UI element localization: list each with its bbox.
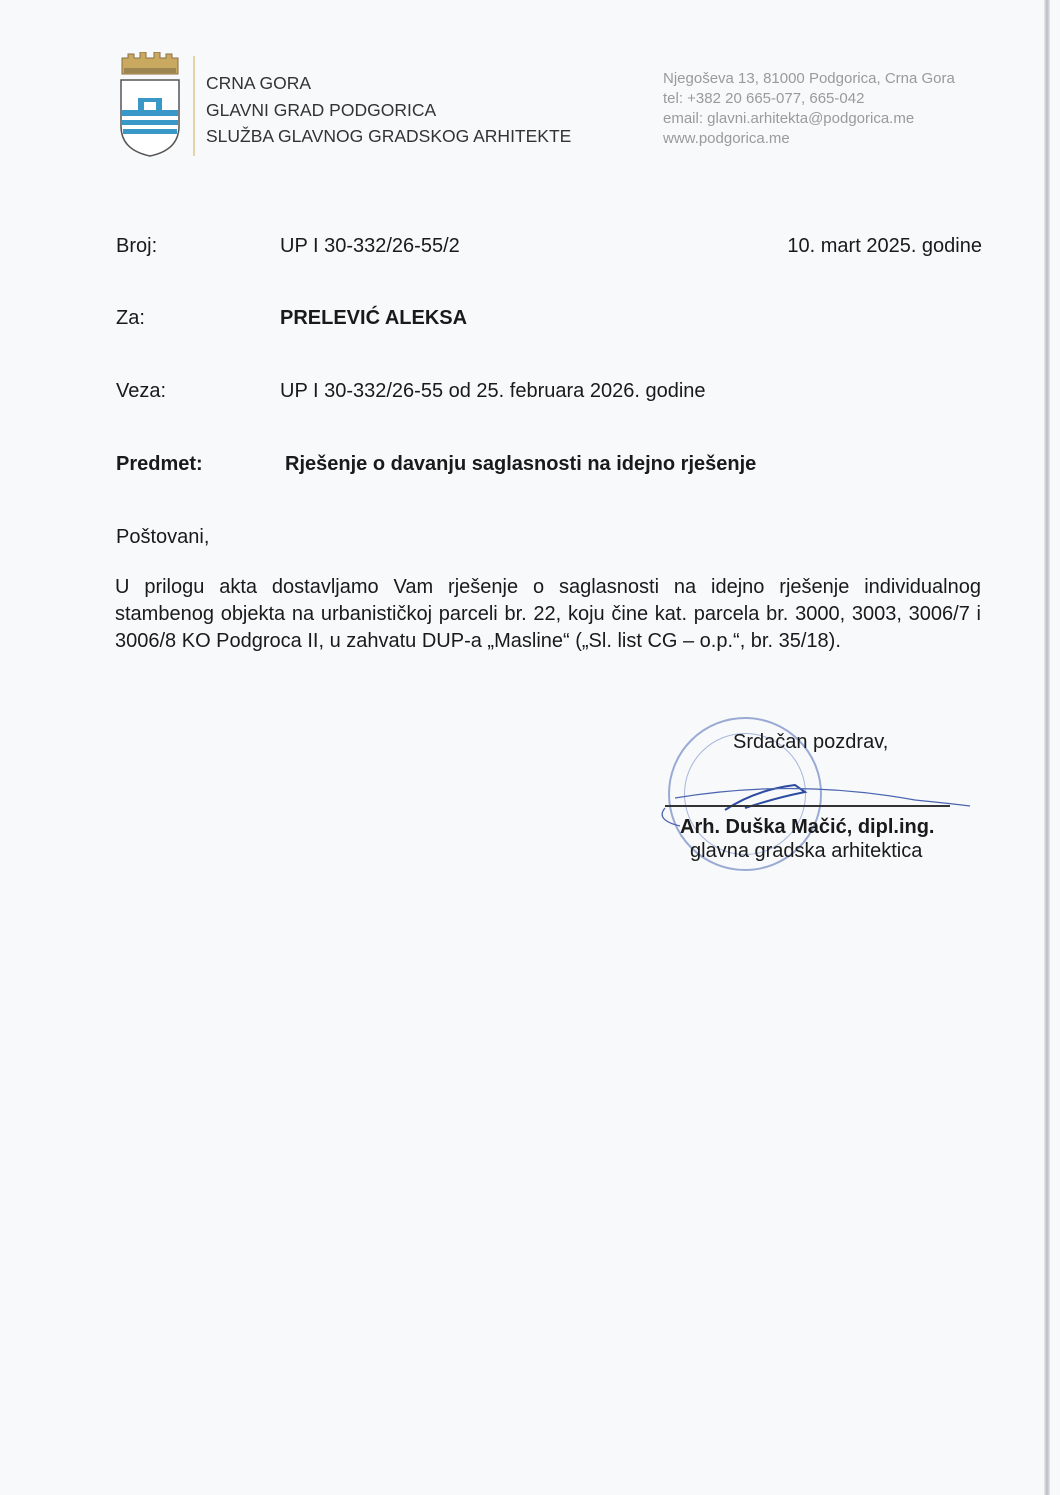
broj-value: UP I 30-332/26-55/2	[280, 235, 460, 257]
scan-edge	[1044, 0, 1050, 1495]
signer-title: glavna gradska arhitektica	[690, 840, 923, 862]
signer-name: Arh. Duška Mačić, dipl.ing.	[680, 816, 935, 838]
email: email: glavni.arhitekta@podgorica.me	[663, 110, 915, 127]
closing: Srdačan pozdrav,	[733, 731, 889, 753]
contact-info	[663, 69, 955, 149]
address: Njegoševa 13, 81000 Podgorica, Crna Gora	[663, 70, 955, 87]
broj-label: Broj:	[116, 235, 158, 257]
organization-name	[206, 70, 571, 150]
document-date: 10. mart 2025. godine	[787, 235, 982, 257]
salutation: Poštovani,	[116, 526, 210, 548]
za-label: Za:	[116, 307, 145, 329]
body-paragraph: U prilogu akta dostavljamo Vam rješenje o saglasnosti na idejno rješenje individualnog stambenog objekta na urbanističkoj parceli br. 22, koju čine kat. parcela br. 3000, 3003, 3006/7 i 3006/8 KO Podgroca II, u zahvatu DUP-a „Masline“ („Sl. list CG – o.p.“, br. 35/18).	[115, 576, 981, 652]
city-coat-of-arms-icon	[118, 52, 182, 158]
org-line: GLAVNI GRAD PODGORICA	[206, 99, 437, 120]
phone: tel: +382 20 665-077, 665-042	[663, 90, 865, 107]
org-line: CRNA GORA	[206, 73, 312, 93]
recipient: PRELEVIĆ ALEKSA	[280, 307, 468, 329]
predmet-label: Predmet:	[116, 453, 203, 475]
org-line: SLUŽBA GLAVNOG GRADSKOG ARHITEKTE	[206, 126, 572, 146]
website: www.podgorica.me	[663, 130, 790, 147]
header-divider	[193, 56, 195, 156]
subject: Rješenje o davanju saglasnosti na idejno rješenje	[285, 453, 757, 475]
veza-value: UP I 30-332/26-55 od 25. februara 2026. godine	[280, 380, 706, 402]
veza-label: Veza:	[116, 380, 167, 402]
